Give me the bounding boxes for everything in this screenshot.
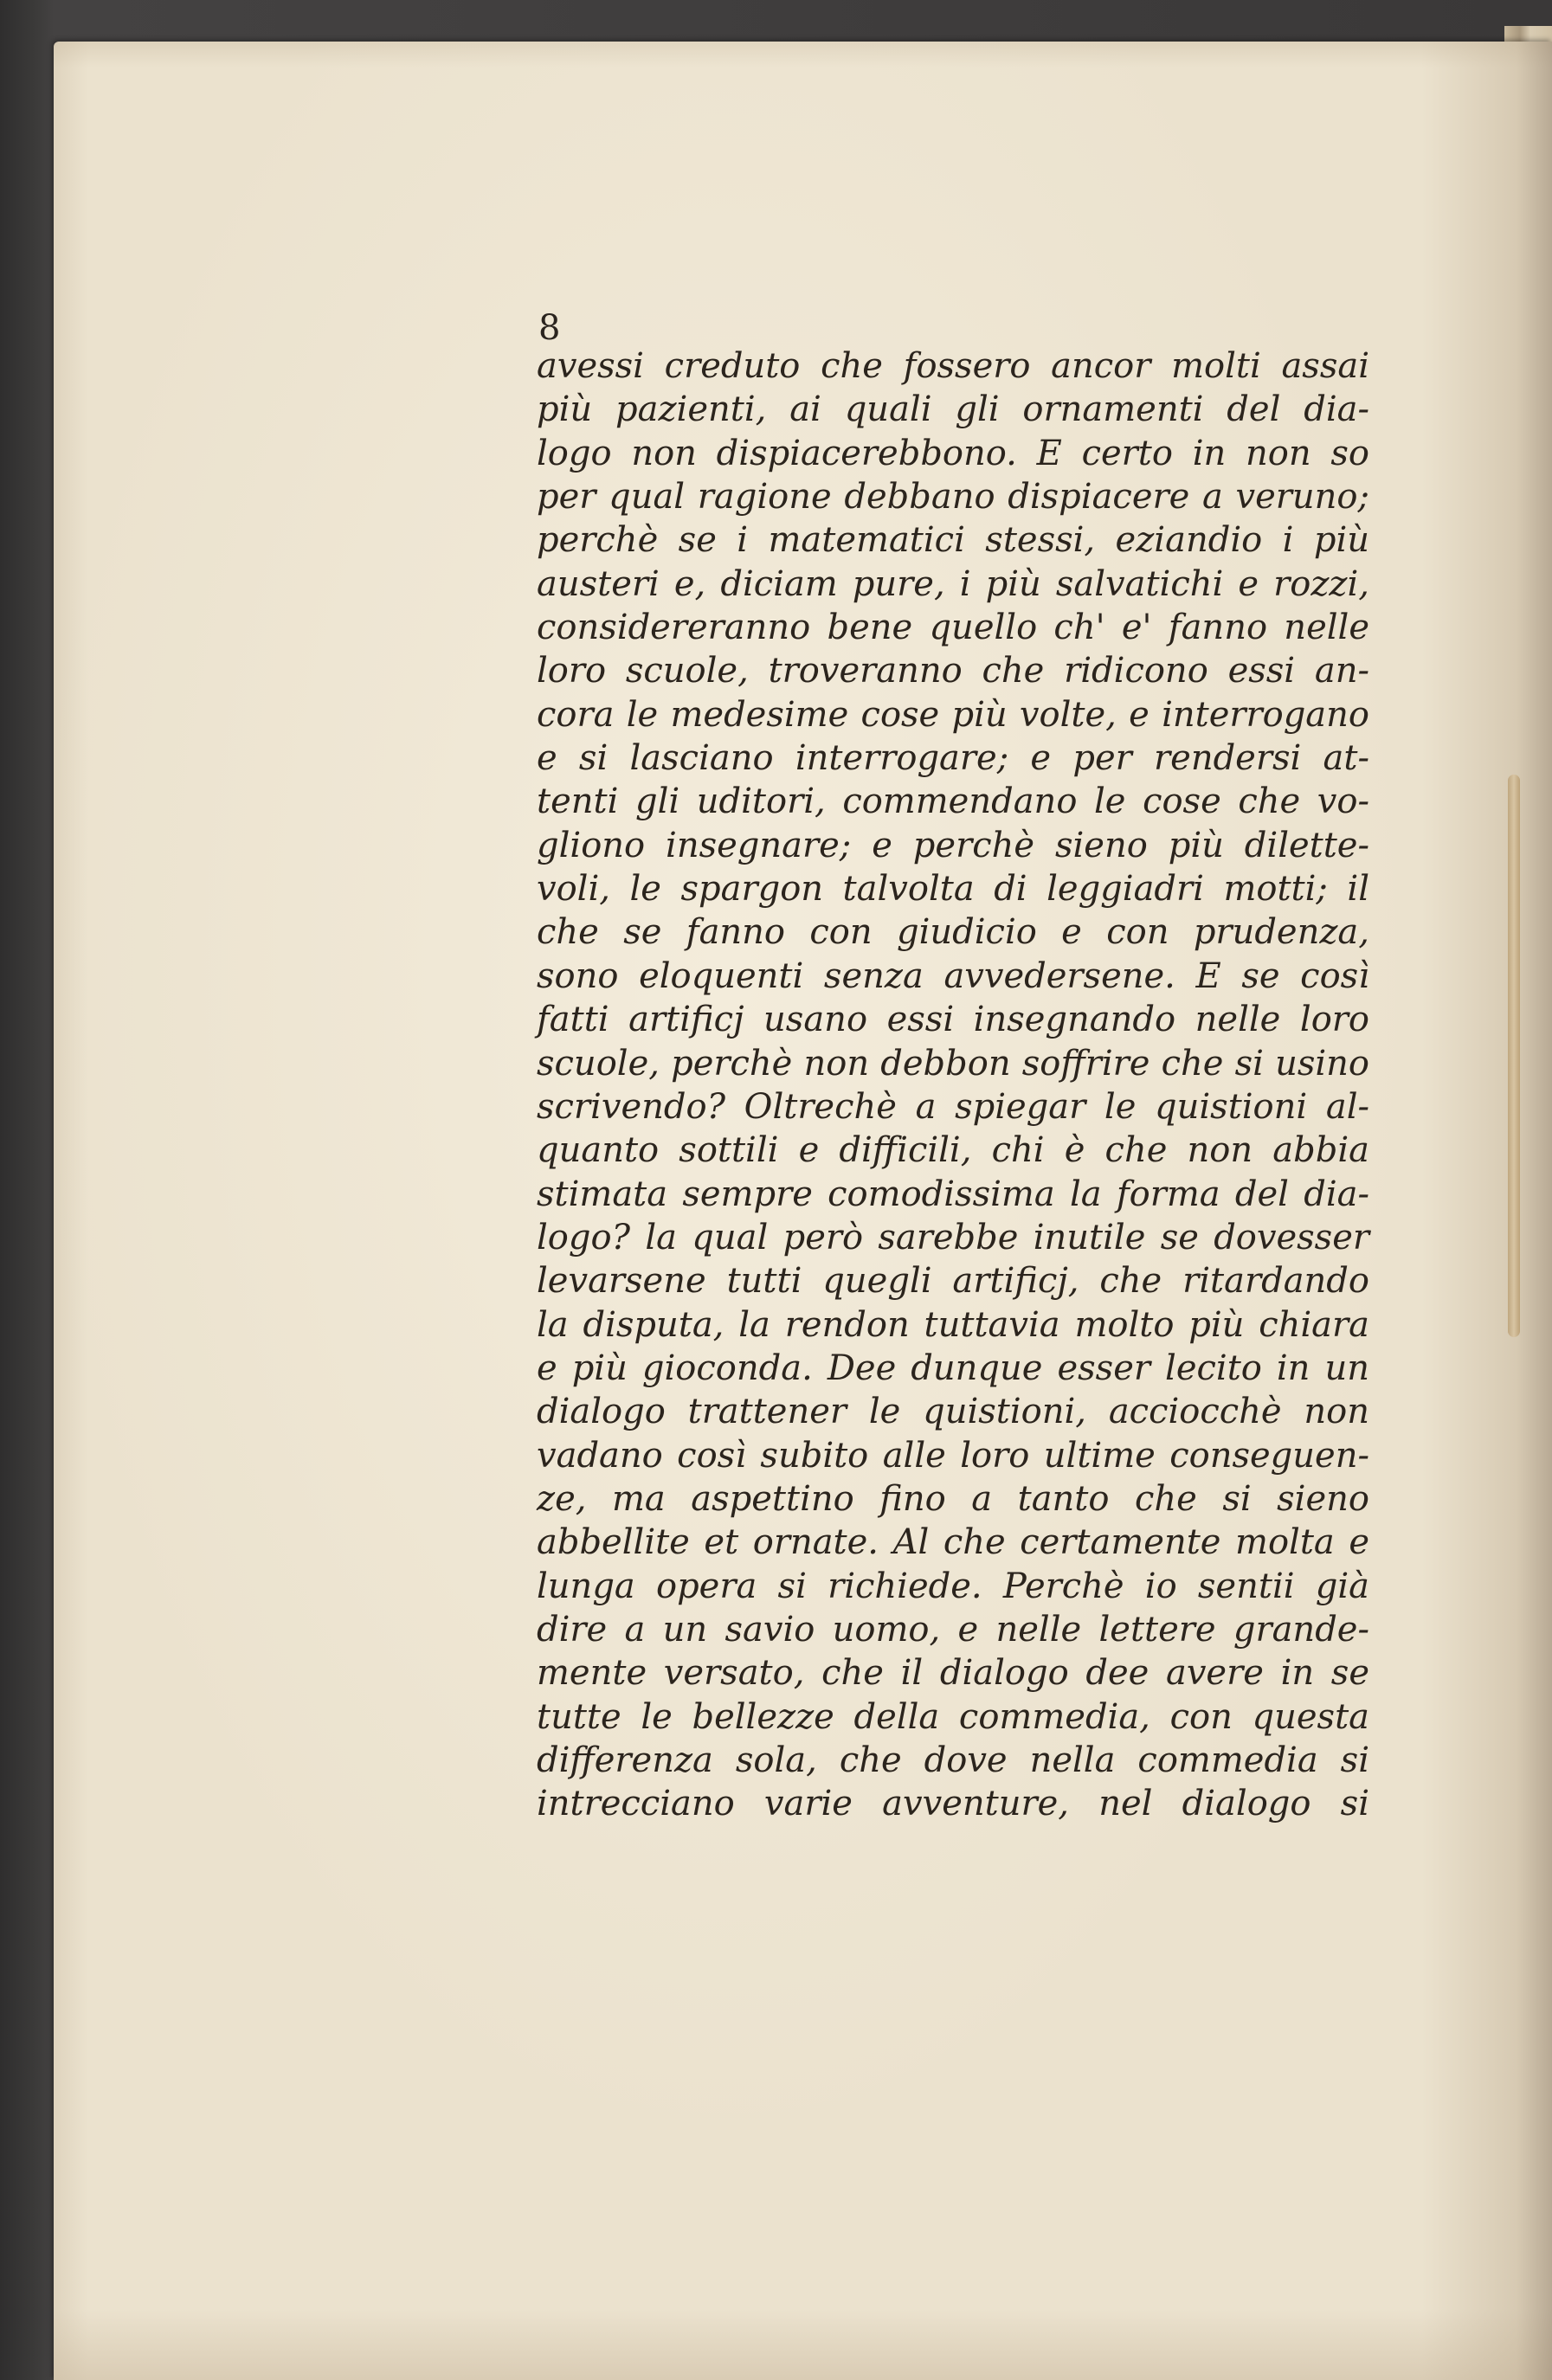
- text-line: voli, le spargon talvolta di leggiadri motti; il: [537, 869, 1369, 910]
- text-line: differenza sola, che dove nella commedia si: [537, 1740, 1369, 1780]
- text-line: tenti gli uditori, commendano le cose che vo-: [537, 782, 1369, 822]
- text-line: per qual ragione debbano dispiacere a veruno;: [537, 477, 1369, 518]
- text-line: levarsene tutti quegli artificj, che ritardando: [537, 1261, 1369, 1302]
- text-line: intrecciano varie avventure, nel dialogo si: [537, 1784, 1369, 1824]
- text-line: logo non dispiacerebbono. E certo in non so: [537, 433, 1369, 473]
- text-line: e più gioconda. Dee dunque esser lecito in un: [537, 1348, 1369, 1388]
- text-line: che se fanno con giudicio e con prudenza,: [537, 912, 1369, 953]
- text-line: scuole, perchè non debbon soffrire che si usino: [537, 1043, 1369, 1084]
- text-line: considereranno bene quello ch' e' fanno nelle: [537, 608, 1369, 648]
- text-line: dire a un savio uomo, e nelle lettere grande-: [537, 1609, 1369, 1650]
- text-line: ze, ma aspettino fino a tanto che si sieno: [537, 1478, 1369, 1519]
- text-line: e si lasciano interrogare; e per rendersi at-: [537, 738, 1369, 779]
- text-line: la disputa, la rendon tuttavia molto più chiara: [537, 1304, 1369, 1345]
- text-line: lunga opera si richiede. Perchè io sentii già: [537, 1566, 1369, 1606]
- text-line: cora le medesime cose più volte, e interrogano: [537, 694, 1369, 735]
- text-line: vadano così subito alle loro ultime conseguen-: [537, 1435, 1369, 1476]
- page-edge-tab: [1508, 775, 1520, 1337]
- text-line: mente versato, che il dialogo dee avere in se: [537, 1653, 1369, 1694]
- text-line: fatti artificj usano essi insegnando nelle loro: [537, 1000, 1369, 1040]
- text-line: tutte le bellezze della commedia, con questa: [537, 1696, 1369, 1737]
- page-number: 8: [538, 308, 561, 348]
- text-line: scrivendo? Oltrechè a spiegar le quistioni al-: [537, 1086, 1369, 1127]
- text-line: loro scuole, troveranno che ridicono essi an-: [537, 651, 1369, 691]
- text-line: perchè se i matematici stessi, eziandio i più: [537, 520, 1369, 561]
- text-line: logo? la qual però sarebbe inutile se dovesser: [537, 1217, 1369, 1258]
- text-line: avessi creduto che fossero ancor molti assai: [537, 346, 1369, 386]
- text-block: [537, 344, 1369, 1826]
- text-line: abbellite et ornate. Al che certamente molta e: [537, 1522, 1369, 1563]
- text-line: quanto sottili e difficili, chi è che non abbia: [537, 1130, 1369, 1171]
- text-line: gliono insegnare; e perchè sieno più dilette-: [537, 825, 1369, 865]
- text-line: austeri e, diciam pure, i più salvatichi e rozzi,: [537, 563, 1369, 604]
- text-line: stimata sempre comodissima la forma del dia-: [537, 1174, 1369, 1214]
- text-line: più pazienti, ai quali gli ornamenti del dia-: [537, 389, 1369, 430]
- text-line: sono eloquenti senza avvedersene. E se così: [537, 955, 1369, 996]
- text-line: dialogo trattener le quistioni, acciocchè non: [537, 1392, 1369, 1432]
